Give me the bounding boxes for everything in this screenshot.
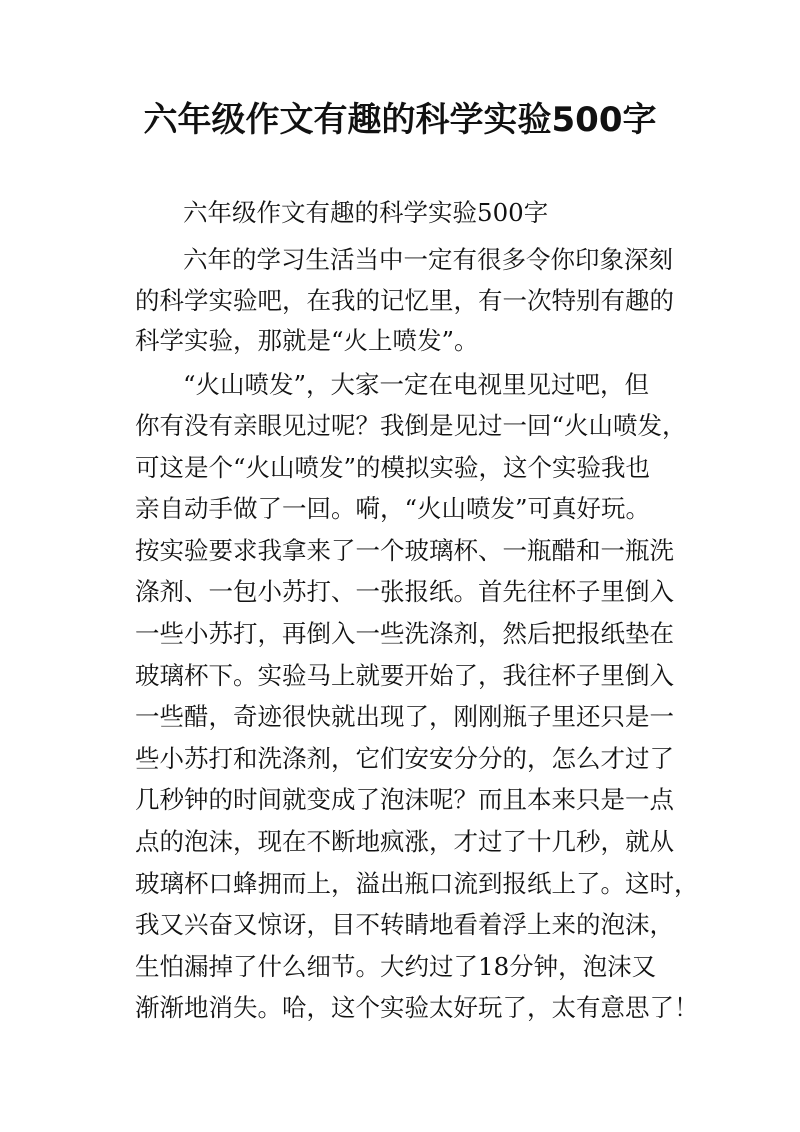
essay-line: 科学实验，那就是“火上喷发”。 — [135, 326, 479, 355]
essay-line: “火山喷发”，大家一定在电视里见过吧，但 — [183, 370, 650, 399]
document-title: 六年级作文有趣的科学实验500字 — [143, 100, 657, 140]
essay-line: 一些小苏打，再倒入一些洗涤剂，然后把报纸垫在 — [135, 619, 674, 648]
essay-line: 生怕漏掉了什么细节。大约过了18分钟，泡沫又 — [135, 952, 657, 981]
essay-line: 玻璃杯下。实验马上就要开始了，我往杯子里倒入 — [135, 661, 674, 690]
essay-line: 玻璃杯口蜂拥而上，溢出瓶口流到报纸上了。这时， — [135, 869, 699, 898]
essay-subtitle: 六年级作文有趣的科学实验500字 — [183, 198, 549, 227]
essay-line: 的科学实验吧，在我的记忆里，有一次特别有趣的 — [135, 286, 674, 315]
essay-line: 按实验要求我拿来了一个玻璃杯、一瓶醋和一瓶洗 — [135, 536, 674, 565]
essay-line: 你有没有亲眼见过呢？我倒是见过一回“火山喷发， — [135, 411, 687, 440]
essay-line: 涤剂、一包小苏打、一张报纸。首先往杯子里倒入 — [135, 577, 674, 606]
essay-line: 可这是个“火山喷发”的模拟实验，这个实验我也 — [135, 453, 651, 482]
essay-line: 点的泡沫，现在不断地疯涨，才过了十几秒，就从 — [135, 827, 674, 856]
essay-line: 些小苏打和洗涤剂，它们安安分分的，怎么才过了 — [135, 744, 674, 773]
essay-line: 渐渐地消失。哈，这个实验太好玩了，太有意思了！ — [135, 993, 699, 1022]
essay-line: 六年的学习生活当中一定有很多令你印象深刻 — [183, 245, 673, 274]
essay-line: 我又兴奋又惊讶，目不转睛地看着浮上来的泡沫， — [135, 910, 674, 939]
essay-line: 一些醋，奇迹很快就出现了，刚刚瓶子里还只是一 — [135, 702, 674, 731]
essay-line: 几秒钟的时间就变成了泡沫呢？而且本来只是一点 — [135, 785, 674, 814]
essay-line: 亲自动手做了一回。嗬，“火山喷发”可真好玩。 — [135, 494, 651, 523]
